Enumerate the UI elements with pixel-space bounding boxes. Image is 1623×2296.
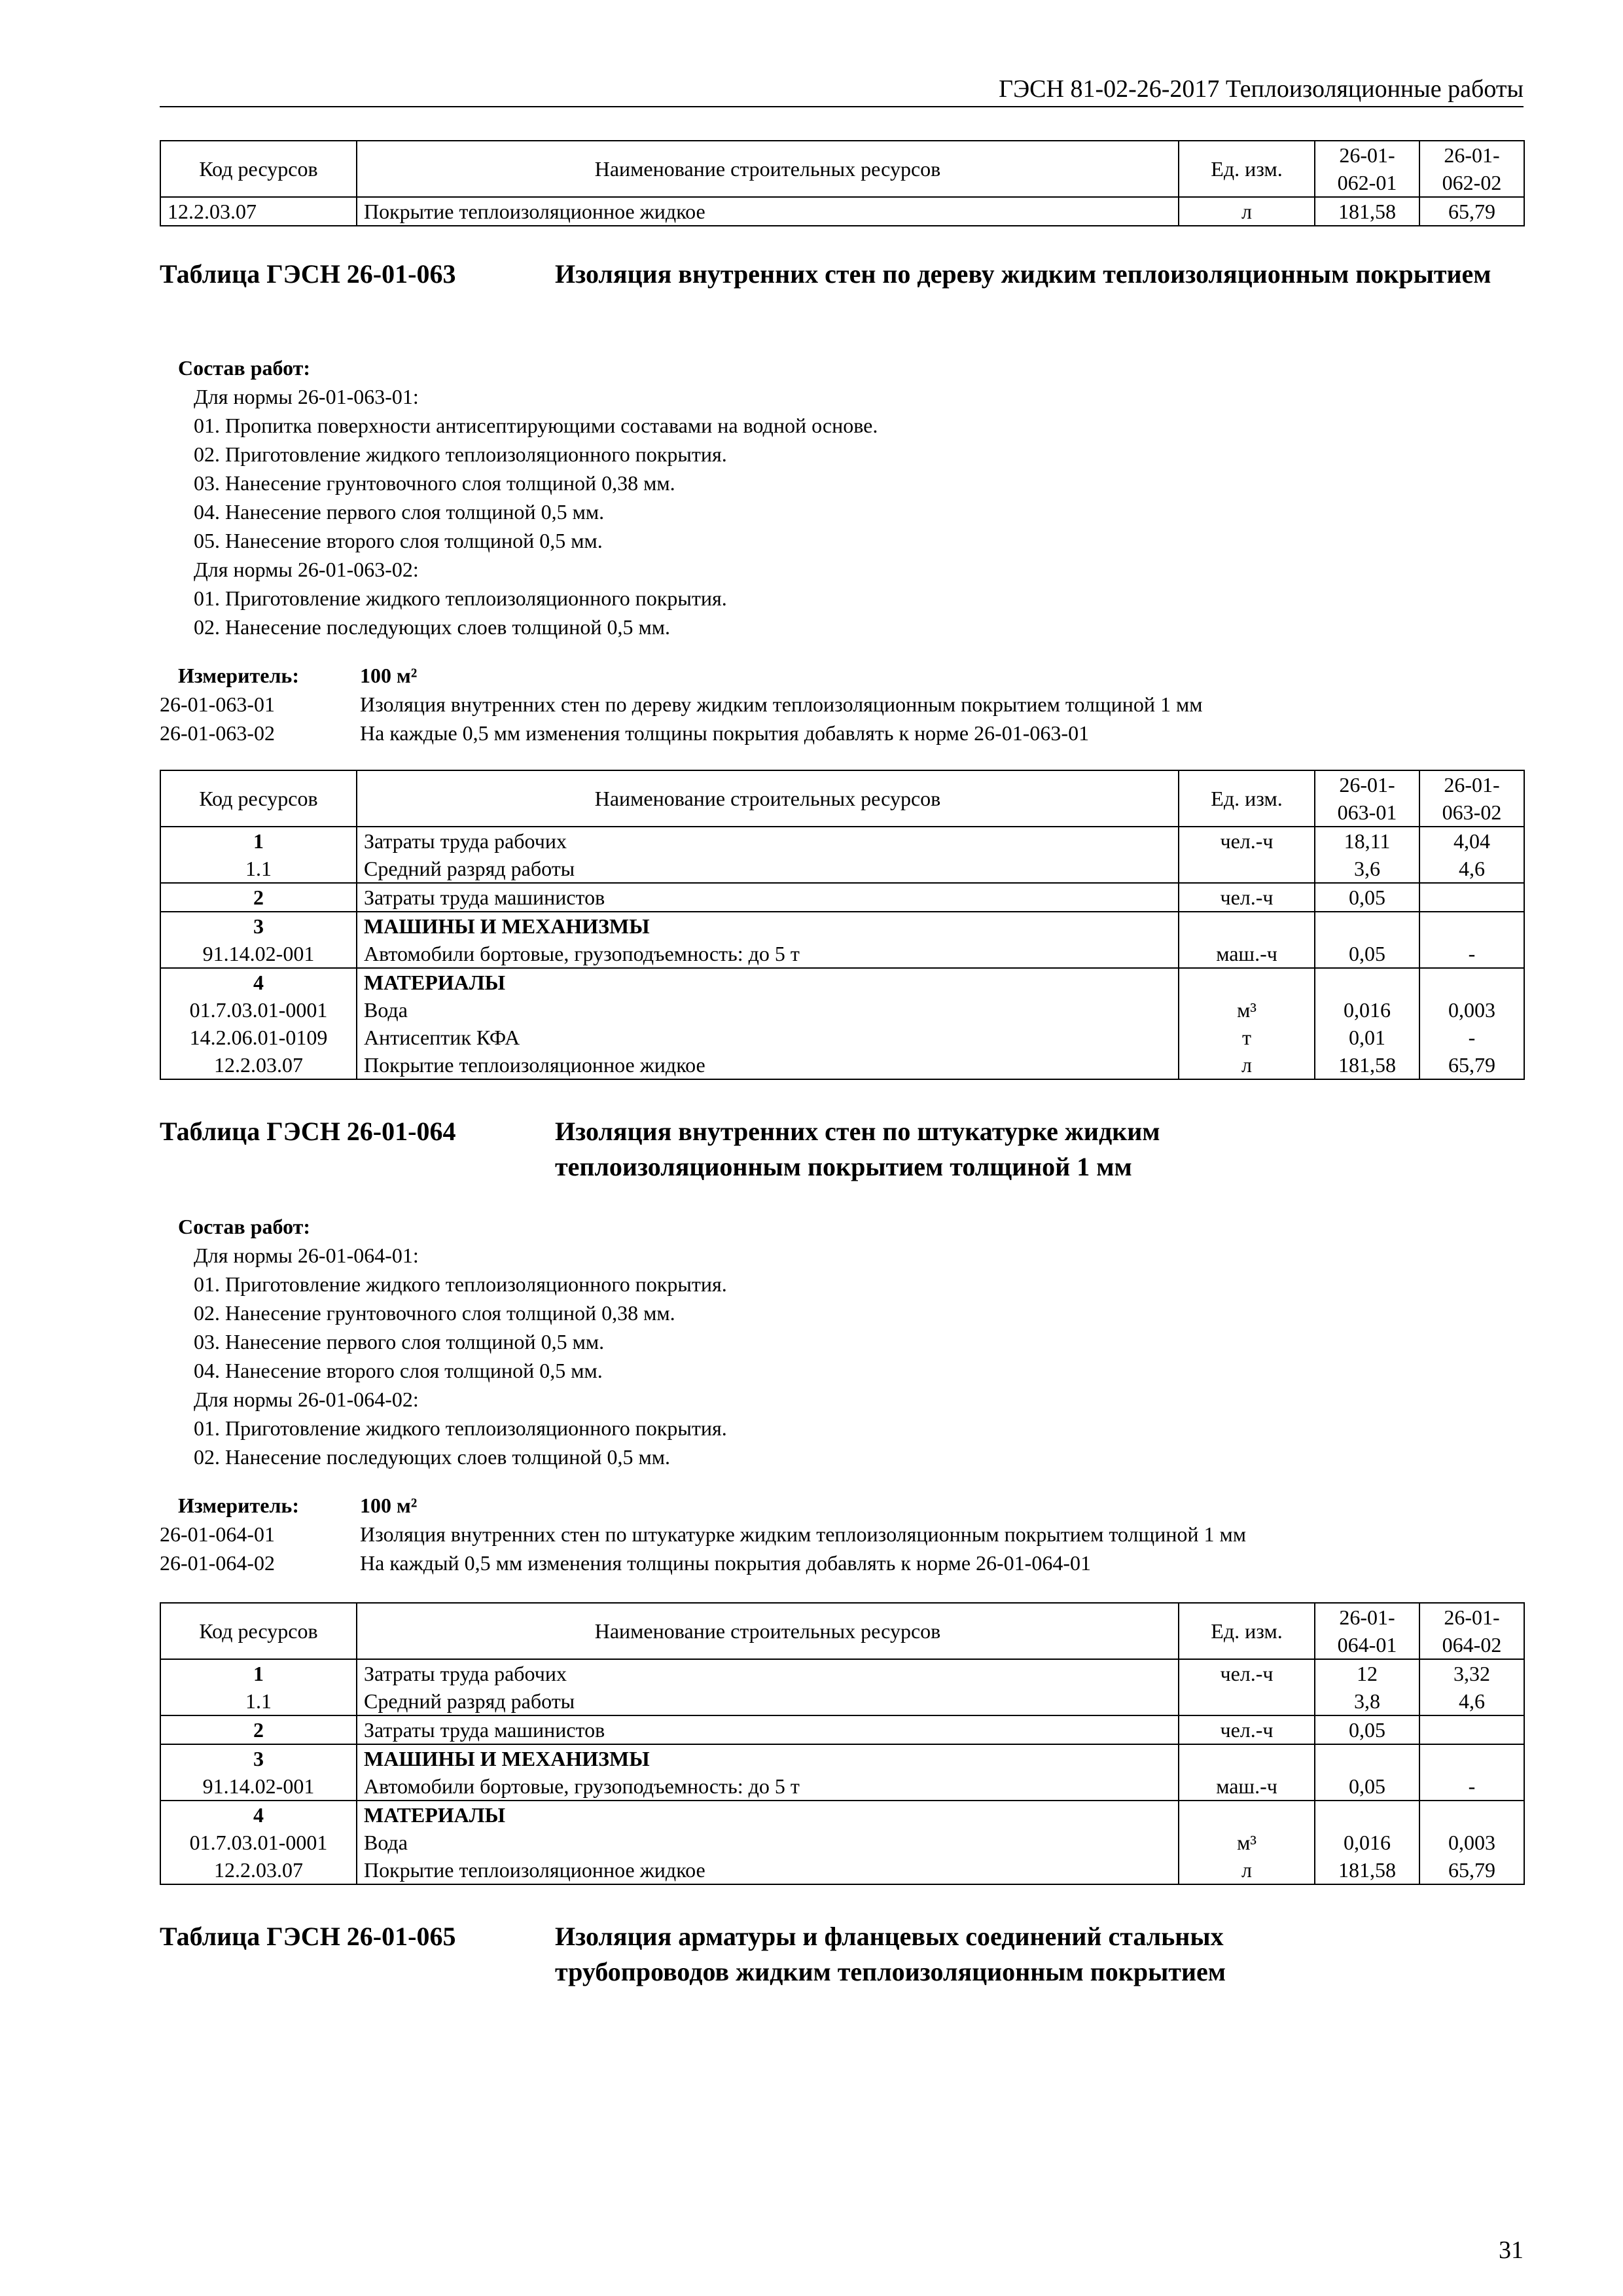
cell-code: 2 bbox=[160, 1715, 357, 1744]
cell-value-2: 4,6 bbox=[1419, 1687, 1524, 1715]
cell-name: Средний разряд работы bbox=[357, 855, 1179, 883]
table-row bbox=[160, 827, 1524, 855]
work-line: 04. Нанесение второго слоя толщиной 0,5 мм. bbox=[194, 1359, 603, 1382]
work-composition-063 bbox=[178, 353, 878, 641]
table-row bbox=[160, 1856, 1524, 1884]
norm-code: 26-01-064-01 bbox=[160, 1522, 275, 1546]
cell-code: 3 bbox=[160, 1744, 357, 1772]
cell-name: Затраты труда рабочих bbox=[357, 827, 1179, 855]
cell-value-2: 0,003 bbox=[1419, 996, 1524, 1024]
cell-name: МАШИНЫ И МЕХАНИЗМЫ bbox=[357, 912, 1179, 940]
table-row bbox=[160, 1801, 1524, 1829]
col-header-name: Наименование строительных ресурсов bbox=[357, 770, 1179, 827]
work-line: 01. Пропитка поверхности антисептирующими составами на водной основе. bbox=[194, 414, 878, 437]
cell-code: 1.1 bbox=[160, 855, 357, 883]
work-line: 02. Нанесение грунтовочного слоя толщиной 0,38 мм. bbox=[194, 1301, 675, 1325]
cell-value-1: 0,016 bbox=[1315, 996, 1419, 1024]
cell-code: 3 bbox=[160, 912, 357, 940]
cell-unit bbox=[1179, 1801, 1315, 1829]
work-line: 02. Нанесение последующих слоев толщиной 0,5 мм. bbox=[194, 1445, 671, 1469]
table-064-label: Таблица ГЭСН 26-01-064 bbox=[160, 1117, 456, 1146]
col-header-norm-1: 26-01- 064-01 bbox=[1315, 1603, 1419, 1659]
cell-code: 01.7.03.01-0001 bbox=[160, 996, 357, 1024]
table-row bbox=[160, 968, 1524, 996]
cell-unit: маш.-ч bbox=[1179, 1772, 1315, 1801]
cell-name: Антисептик КФА bbox=[357, 1024, 1179, 1051]
norm-description: Изоляция внутренних стен по дереву жидким теплоизоляционным покрытием толщиной 1 мм bbox=[360, 692, 1203, 716]
cell-value-1: 181,58 bbox=[1315, 1051, 1419, 1079]
cell-code: 12.2.03.07 bbox=[160, 1051, 357, 1079]
cell-code: 12.2.03.07 bbox=[160, 197, 357, 226]
cell-code: 4 bbox=[160, 1801, 357, 1829]
cell-code: 14.2.06.01-0109 bbox=[160, 1024, 357, 1051]
work-line: 01. Приготовление жидкого теплоизоляционного покрытия. bbox=[194, 1272, 727, 1296]
norm-description: Изоляция внутренних стен по штукатурке жидким теплоизоляционным покрытием толщиной 1 мм bbox=[360, 1522, 1246, 1546]
col-header-norm-1: 26-01- 063-01 bbox=[1315, 770, 1419, 827]
cell-unit: чел.-ч bbox=[1179, 1659, 1315, 1687]
cell-value-2: - bbox=[1419, 1772, 1524, 1801]
work-composition-064 bbox=[178, 1212, 727, 1471]
table-062-continuation bbox=[160, 140, 1525, 226]
work-composition-label: Состав работ: bbox=[178, 1215, 311, 1238]
table-065-title-line: Изоляция арматуры и фланцевых соединений стальных bbox=[555, 1922, 1224, 1951]
col-header-name: Наименование строительных ресурсов bbox=[357, 1603, 1179, 1659]
table-row bbox=[160, 912, 1524, 940]
page-number: 31 bbox=[1499, 2236, 1524, 2264]
work-line: 03. Нанесение грунтовочного слоя толщиной 0,38 мм. bbox=[194, 471, 675, 495]
cell-name: Автомобили бортовые, грузоподъемность: до 5 т bbox=[357, 1772, 1179, 1801]
cell-unit bbox=[1179, 968, 1315, 996]
cell-value-2: 4,6 bbox=[1419, 855, 1524, 883]
cell-value-2 bbox=[1419, 1715, 1524, 1744]
cell-value-2 bbox=[1419, 883, 1524, 912]
cell-name: Покрытие теплоизоляционное жидкое bbox=[357, 197, 1179, 226]
work-line: Для нормы 26-01-064-01: bbox=[194, 1244, 419, 1267]
col-header-unit: Ед. изм. bbox=[1179, 1603, 1315, 1659]
norm-description: На каждые 0,5 мм изменения толщины покрытия добавлять к норме 26-01-063-01 bbox=[360, 721, 1090, 745]
cell-value-1: 3,6 bbox=[1315, 855, 1419, 883]
cell-value-2 bbox=[1419, 912, 1524, 940]
work-line: 01. Приготовление жидкого теплоизоляционного покрытия. bbox=[194, 586, 727, 610]
work-line: Для нормы 26-01-064-02: bbox=[194, 1388, 419, 1411]
col-header-code: Код ресурсов bbox=[160, 1603, 357, 1659]
cell-code: 01.7.03.01-0001 bbox=[160, 1829, 357, 1856]
cell-name: Затраты труда рабочих bbox=[357, 1659, 1179, 1687]
cell-value-1: 0,01 bbox=[1315, 1024, 1419, 1051]
cell-name: Средний разряд работы bbox=[357, 1687, 1179, 1715]
cell-name: Покрытие теплоизоляционное жидкое bbox=[357, 1856, 1179, 1884]
table-065-title bbox=[555, 1919, 1524, 1990]
cell-value-1 bbox=[1315, 912, 1419, 940]
cell-unit: чел.-ч bbox=[1179, 1715, 1315, 1744]
cell-code: 1 bbox=[160, 1659, 357, 1687]
cell-value-2: 65,79 bbox=[1419, 1051, 1524, 1079]
cell-value-2: 3,32 bbox=[1419, 1659, 1524, 1687]
measurer-063 bbox=[160, 661, 1524, 753]
cell-value-2: - bbox=[1419, 940, 1524, 968]
cell-value-1: 181,58 bbox=[1315, 1856, 1419, 1884]
col-header-code: Код ресурсов bbox=[160, 770, 357, 827]
table-064-title-line: теплоизоляционным покрытием толщиной 1 мм bbox=[555, 1152, 1132, 1181]
table-063-label: Таблица ГЭСН 26-01-063 bbox=[160, 259, 456, 289]
cell-name: Вода bbox=[357, 1829, 1179, 1856]
cell-value-1: 0,05 bbox=[1315, 940, 1419, 968]
norm-code: 26-01-064-02 bbox=[160, 1551, 275, 1575]
col-header-norm-2: 26-01- 064-02 bbox=[1419, 1603, 1524, 1659]
cell-code: 91.14.02-001 bbox=[160, 1772, 357, 1801]
cell-code: 12.2.03.07 bbox=[160, 1856, 357, 1884]
cell-value-2: 4,04 bbox=[1419, 827, 1524, 855]
cell-value-1 bbox=[1315, 968, 1419, 996]
cell-value-2: 65,79 bbox=[1419, 1856, 1524, 1884]
cell-unit bbox=[1179, 855, 1315, 883]
table-row bbox=[160, 855, 1524, 883]
col-header-code: Код ресурсов bbox=[160, 141, 357, 197]
cell-value-2 bbox=[1419, 1744, 1524, 1772]
work-line: 02. Нанесение последующих слоев толщиной 0,5 мм. bbox=[194, 615, 671, 639]
norm-code: 26-01-063-02 bbox=[160, 721, 275, 745]
cell-value-1: 0,05 bbox=[1315, 1715, 1419, 1744]
cell-unit bbox=[1179, 912, 1315, 940]
cell-value-1: 181,58 bbox=[1315, 197, 1419, 226]
cell-name: Покрытие теплоизоляционное жидкое bbox=[357, 1051, 1179, 1079]
norm-description: На каждый 0,5 мм изменения толщины покрытия добавлять к норме 26-01-064-01 bbox=[360, 1551, 1091, 1575]
cell-unit: маш.-ч bbox=[1179, 940, 1315, 968]
table-064-title-line: Изоляция внутренних стен по штукатурке жидким bbox=[555, 1117, 1160, 1146]
cell-name: МАТЕРИАЛЫ bbox=[357, 968, 1179, 996]
table-row bbox=[160, 1687, 1524, 1715]
cell-unit bbox=[1179, 1687, 1315, 1715]
cell-value-1: 0,016 bbox=[1315, 1829, 1419, 1856]
col-header-norm-1: 26-01- 062-01 bbox=[1315, 141, 1419, 197]
cell-code: 91.14.02-001 bbox=[160, 940, 357, 968]
table-064-title bbox=[555, 1114, 1524, 1185]
cell-name: Затраты труда машинистов bbox=[357, 883, 1179, 912]
table-row bbox=[160, 1715, 1524, 1744]
cell-value-2 bbox=[1419, 1801, 1524, 1829]
measurer-value: 100 м² bbox=[360, 1494, 418, 1517]
work-composition-label: Состав работ: bbox=[178, 356, 311, 380]
work-line: 05. Нанесение второго слоя толщиной 0,5 мм. bbox=[194, 529, 603, 552]
table-row bbox=[160, 197, 1524, 226]
running-header: ГЭСН 81-02-26-2017 Теплоизоляционные работы bbox=[160, 73, 1524, 107]
cell-unit: л bbox=[1179, 1856, 1315, 1884]
cell-value-1: 12 bbox=[1315, 1659, 1419, 1687]
cell-code: 1.1 bbox=[160, 1687, 357, 1715]
cell-name: Автомобили бортовые, грузоподъемность: до 5 т bbox=[357, 940, 1179, 968]
cell-value-2: 0,003 bbox=[1419, 1829, 1524, 1856]
work-line: Для нормы 26-01-063-01: bbox=[194, 385, 419, 408]
cell-value-2: - bbox=[1419, 1024, 1524, 1051]
work-line: 04. Нанесение первого слоя толщиной 0,5 мм. bbox=[194, 500, 605, 524]
cell-unit: м³ bbox=[1179, 996, 1315, 1024]
cell-name: Вода bbox=[357, 996, 1179, 1024]
cell-unit: л bbox=[1179, 197, 1315, 226]
table-065-title-line: трубопроводов жидким теплоизоляционным покрытием bbox=[555, 1957, 1226, 1986]
measurer-064 bbox=[160, 1491, 1524, 1583]
table-row bbox=[160, 1659, 1524, 1687]
work-line: 02. Приготовление жидкого теплоизоляционного покрытия. bbox=[194, 442, 727, 466]
table-row bbox=[160, 1829, 1524, 1856]
col-header-name: Наименование строительных ресурсов bbox=[357, 141, 1179, 197]
cell-name: МАТЕРИАЛЫ bbox=[357, 1801, 1179, 1829]
table-065-label: Таблица ГЭСН 26-01-065 bbox=[160, 1922, 456, 1951]
cell-value-1: 0,05 bbox=[1315, 883, 1419, 912]
table-row bbox=[160, 940, 1524, 968]
cell-name: Затраты труда машинистов bbox=[357, 1715, 1179, 1744]
cell-code: 2 bbox=[160, 883, 357, 912]
table-row bbox=[160, 1744, 1524, 1772]
norm-code: 26-01-063-01 bbox=[160, 692, 275, 716]
cell-code: 1 bbox=[160, 827, 357, 855]
table-row bbox=[160, 1772, 1524, 1801]
cell-value-1 bbox=[1315, 1744, 1419, 1772]
cell-value-1: 3,8 bbox=[1315, 1687, 1419, 1715]
table-row bbox=[160, 996, 1524, 1024]
cell-unit: м³ bbox=[1179, 1829, 1315, 1856]
measurer-label: Измеритель: bbox=[178, 664, 299, 687]
work-line: 03. Нанесение первого слоя толщиной 0,5 мм. bbox=[194, 1330, 605, 1354]
measurer-value: 100 м² bbox=[360, 664, 418, 687]
table-row bbox=[160, 1051, 1524, 1079]
col-header-unit: Ед. изм. bbox=[1179, 770, 1315, 827]
col-header-norm-2: 26-01- 062-02 bbox=[1419, 141, 1524, 197]
cell-unit: л bbox=[1179, 1051, 1315, 1079]
measurer-label: Измеритель: bbox=[178, 1494, 299, 1517]
work-line: 01. Приготовление жидкого теплоизоляционного покрытия. bbox=[194, 1416, 727, 1440]
cell-value-2: 65,79 bbox=[1419, 197, 1524, 226]
table-row bbox=[160, 1024, 1524, 1051]
cell-unit: чел.-ч bbox=[1179, 827, 1315, 855]
cell-name: МАШИНЫ И МЕХАНИЗМЫ bbox=[357, 1744, 1179, 1772]
cell-unit: чел.-ч bbox=[1179, 883, 1315, 912]
table-064-resources bbox=[160, 1602, 1525, 1885]
cell-code: 4 bbox=[160, 968, 357, 996]
col-header-unit: Ед. изм. bbox=[1179, 141, 1315, 197]
cell-unit: т bbox=[1179, 1024, 1315, 1051]
col-header-norm-2: 26-01- 063-02 bbox=[1419, 770, 1524, 827]
table-row bbox=[160, 883, 1524, 912]
cell-value-1 bbox=[1315, 1801, 1419, 1829]
table-063-title: Изоляция внутренних стен по дереву жидким теплоизоляционным покрытием bbox=[555, 259, 1491, 289]
cell-value-1: 18,11 bbox=[1315, 827, 1419, 855]
cell-value-1: 0,05 bbox=[1315, 1772, 1419, 1801]
cell-unit bbox=[1179, 1744, 1315, 1772]
table-063-resources bbox=[160, 770, 1525, 1080]
cell-value-2 bbox=[1419, 968, 1524, 996]
work-line: Для нормы 26-01-063-02: bbox=[194, 558, 419, 581]
